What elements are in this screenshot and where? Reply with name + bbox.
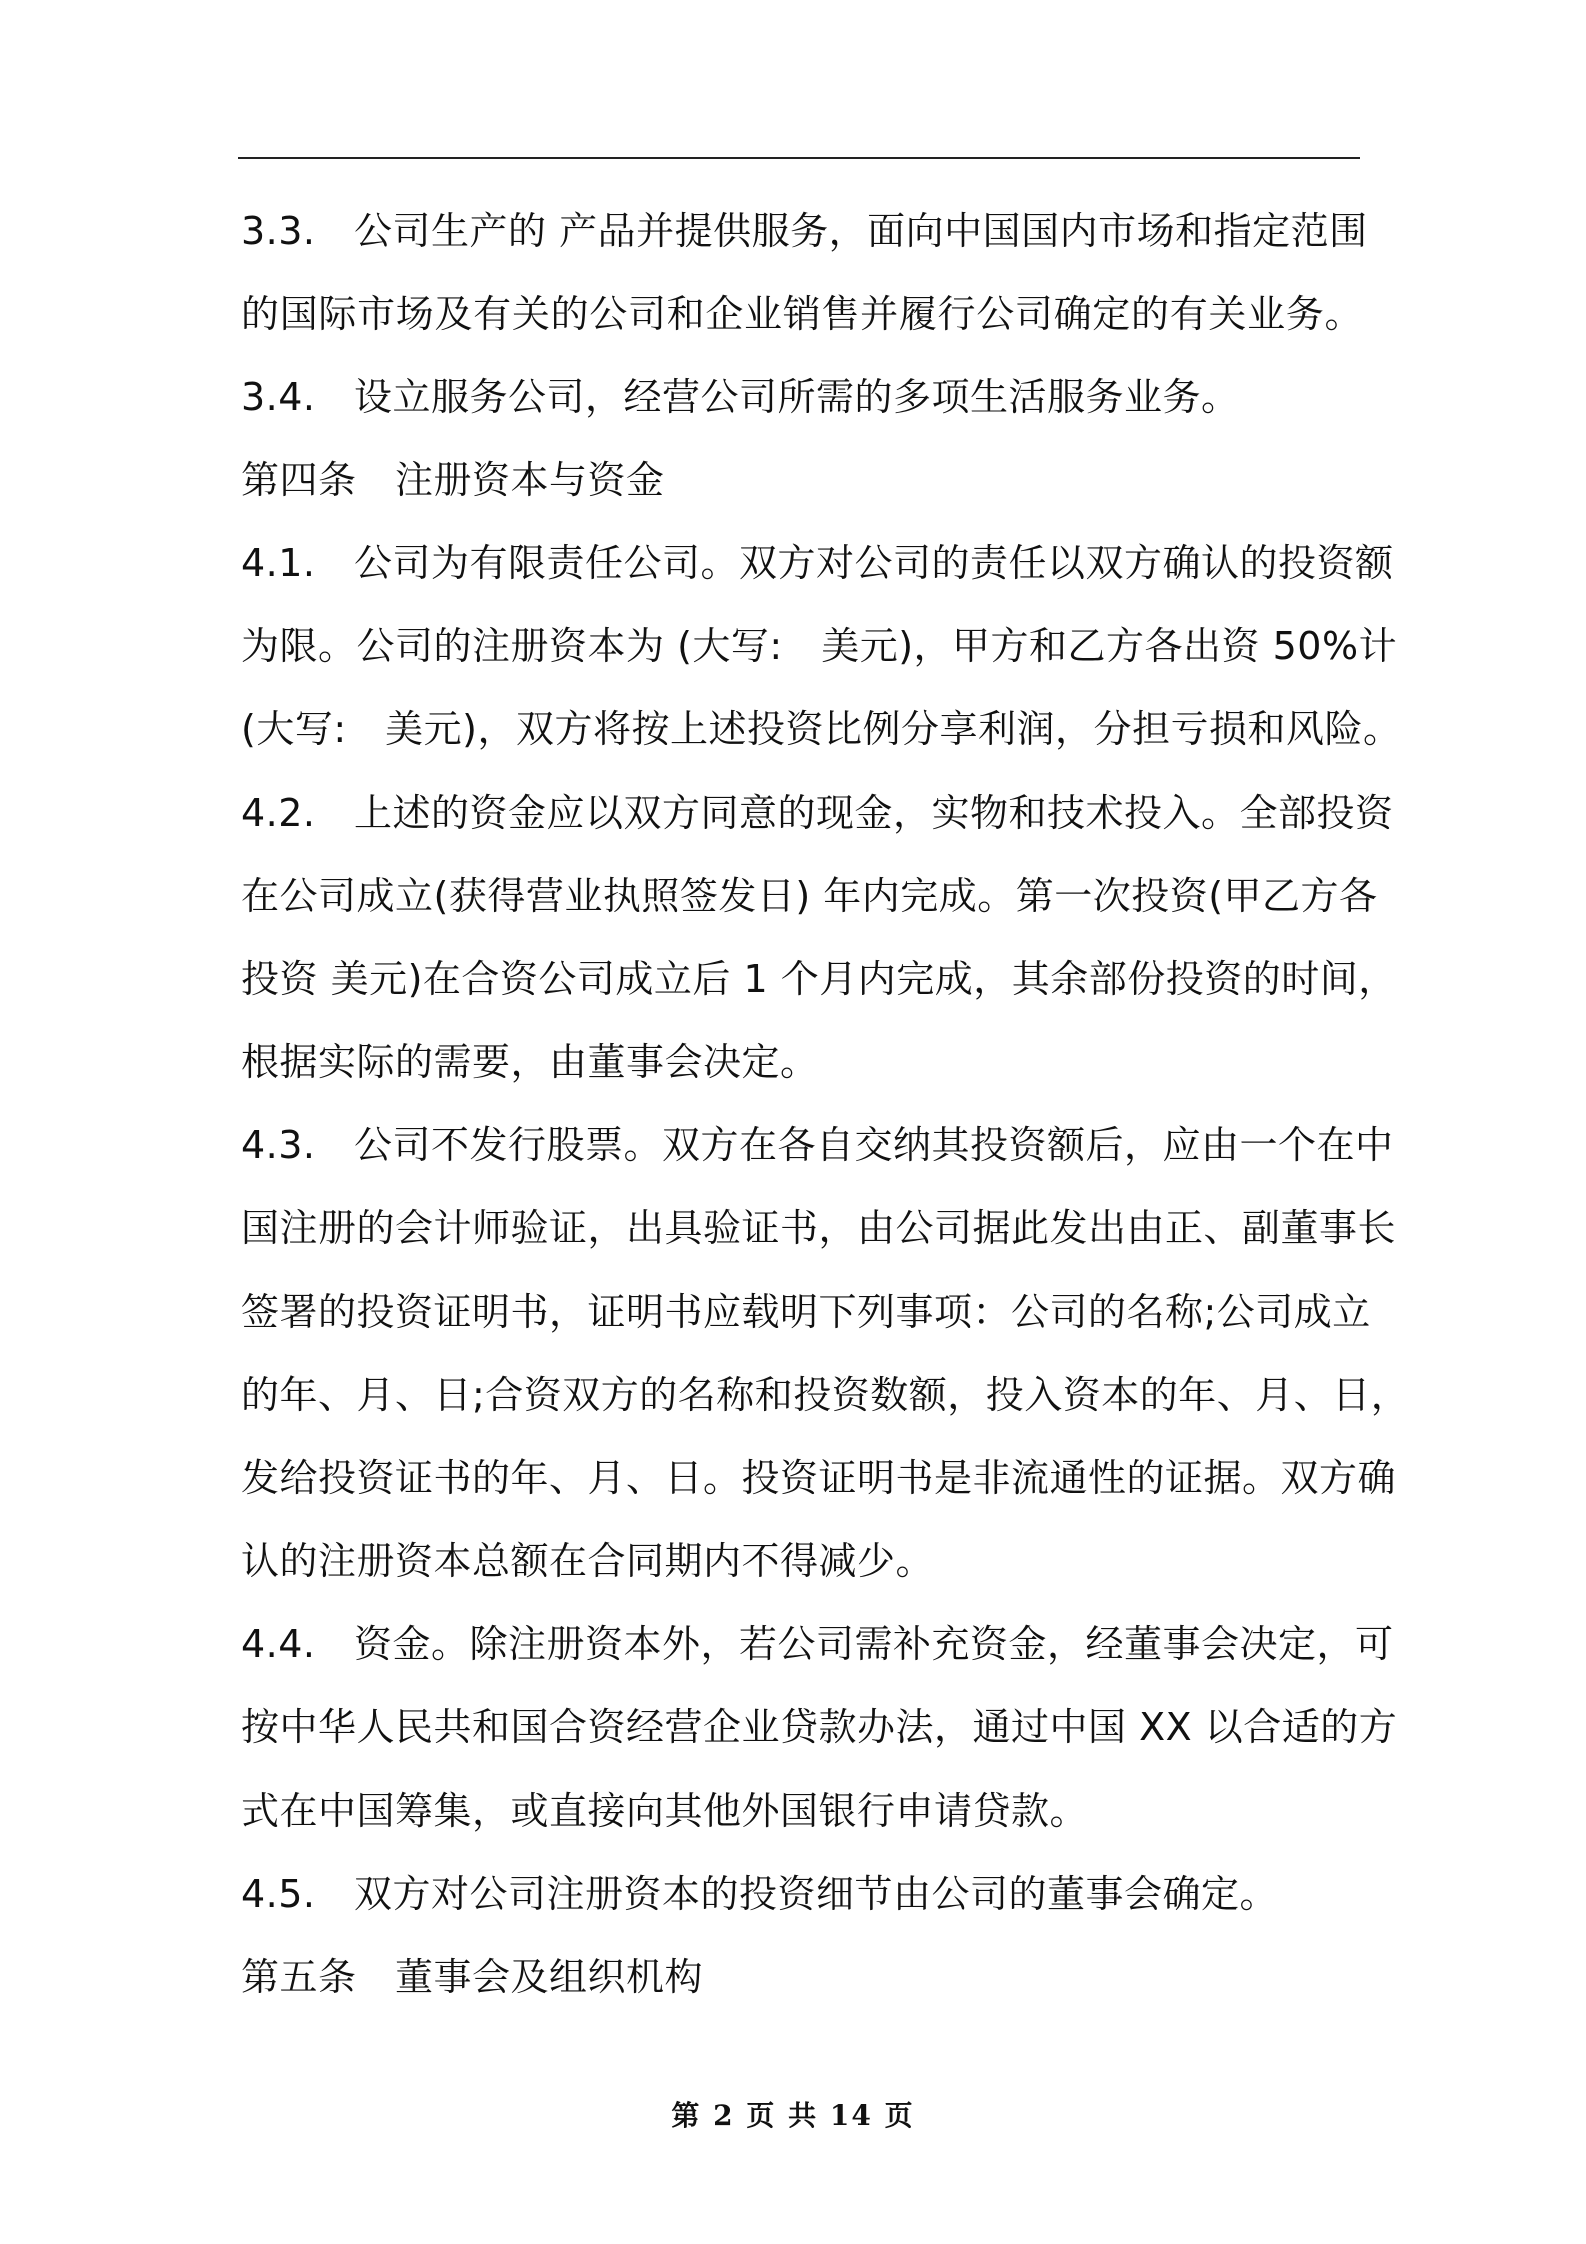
text-line: 发给投资证书的年、月、日。投资证明书是非流通性的证据。双方确 xyxy=(241,1456,1397,1500)
header-rule xyxy=(238,157,1360,159)
text-line: 4.4. 资金。除注册资本外，若公司需补充资金，经董事会决定，可 xyxy=(241,1622,1394,1666)
page-footer: 第 2 页 共 14 页 xyxy=(671,2099,915,2132)
section-heading: 第五条 董事会及组织机构 xyxy=(241,1955,704,1999)
text-line: 投资 美元)在合资公司成立后 1 个月内完成，其余部份投资的时间， xyxy=(241,957,1397,1001)
text-line: 式在中国筹集，或直接向其他外国银行申请贷款。 xyxy=(241,1789,1089,1833)
text-line: 4.1. 公司为有限责任公司。双方对公司的责任以双方确认的投资额 xyxy=(241,541,1394,585)
text-line: 的国际市场及有关的公司和企业销售并履行公司确定的有关业务。 xyxy=(241,292,1363,336)
text-line: 4.5. 双方对公司注册资本的投资细节由公司的董事会确定。 xyxy=(241,1872,1279,1916)
text-line: 在公司成立(获得营业执照签发日) 年内完成。第一次投资(甲乙方各 xyxy=(241,874,1378,918)
section-heading: 第四条 注册资本与资金 xyxy=(241,458,665,502)
text-line: 国注册的会计师验证，出具验证书，由公司据此发出由正、副董事长 xyxy=(241,1206,1397,1250)
text-line: 按中华人民共和国合资经营企业贷款办法，通过中国 XX 以合适的方 xyxy=(241,1705,1398,1749)
text-line: 认的注册资本总额在合同期内不得减少。 xyxy=(241,1539,935,1583)
text-line: 3.4. 设立服务公司，经营公司所需的多项生活服务业务。 xyxy=(241,375,1240,419)
text-line: (大写: 美元)，双方将按上述投资比例分享利润，分担亏损和风险。 xyxy=(241,707,1402,751)
text-line: 4.2. 上述的资金应以双方同意的现金，实物和技术投入。全部投资 xyxy=(241,791,1394,835)
text-line: 的年、月、日;合资双方的名称和投资数额，投入资本的年、月、日， xyxy=(241,1373,1410,1417)
text-line: 签署的投资证明书，证明书应载明下列事项：公司的名称;公司成立 xyxy=(241,1290,1371,1334)
text-line: 根据实际的需要，由董事会决定。 xyxy=(241,1040,819,1084)
text-line: 4.3. 公司不发行股票。双方在各自交纳其投资额后，应由一个在中 xyxy=(241,1123,1394,1167)
text-line: 3.3. 公司生产的 产品并提供服务，面向中国国内市场和指定范围 xyxy=(241,209,1368,253)
text-line: 为限。公司的注册资本为 (大写: 美元)，甲方和乙方各出资 50%计 xyxy=(241,624,1398,668)
